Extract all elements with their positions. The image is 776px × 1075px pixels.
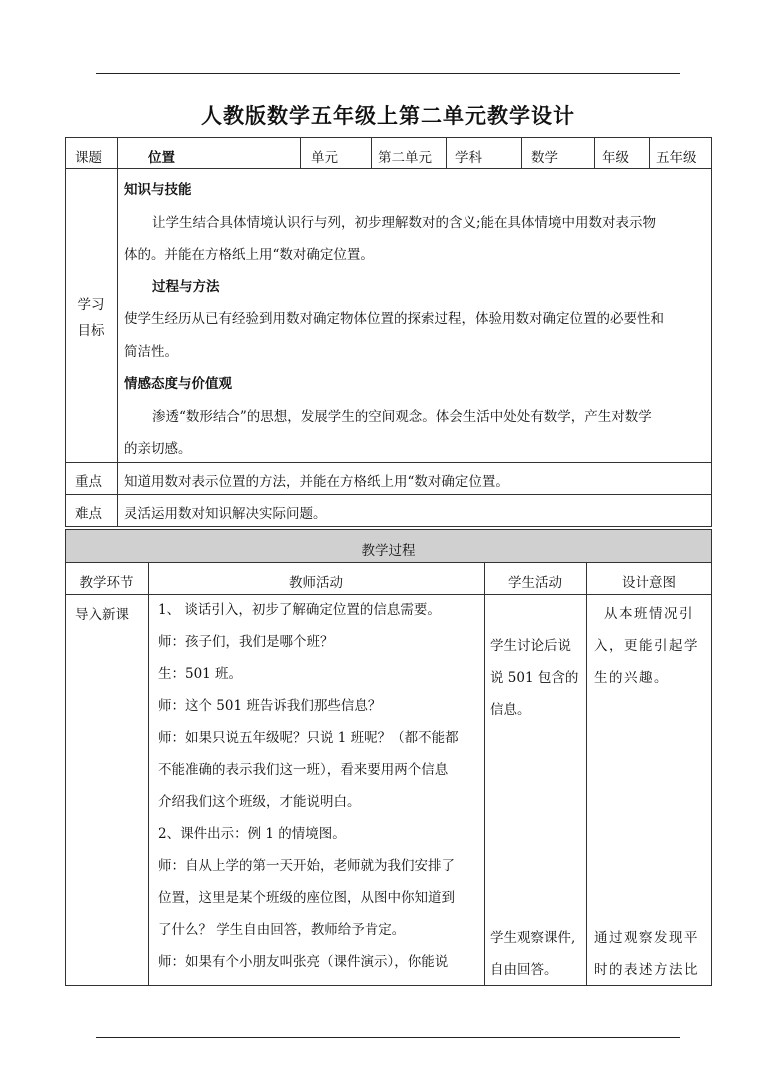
difficulty-label: 难点 xyxy=(75,506,102,522)
student-activity-a: 学生讨论后说 说 501 包含的 信息。 xyxy=(490,638,579,718)
process-heading: 过程与方法 xyxy=(152,279,220,295)
teacher-line: 位置，这里是某个班级的座位图，从图中你知道到 xyxy=(158,890,455,906)
teacher-line: 生：501 班。 xyxy=(158,666,243,682)
intent-b: 通过观察发现平 时的表述方法比 xyxy=(594,930,699,978)
teacher-line: 了什么？ 学生自由回答，教师给予肯定。 xyxy=(158,922,406,938)
teacher-line: 师：这个 501 班告诉我们那些信息？ xyxy=(158,698,382,714)
unit-value: 第二单元 xyxy=(378,150,432,166)
header-rule xyxy=(96,73,680,74)
stage-intro: 导入新课 xyxy=(75,607,129,623)
col-student-header: 学生活动 xyxy=(508,575,562,591)
process-line-1: 使学生经历从已有经验到用数对确定物体位置的探索过程，体验用数对确定位置的必要性和 xyxy=(124,311,664,327)
teacher-line: 师：自从上学的第一天开始，老师就为我们安排了 xyxy=(158,858,455,874)
teacher-line: 2、课件出示：例 1 的情境图。 xyxy=(158,826,346,842)
intent-a: 从本班情况引 入，更能引起学 生的兴趣。 xyxy=(594,606,699,686)
teacher-line: 师：孩子们，我们是哪个班？ xyxy=(158,634,334,650)
topic-value: 位置 xyxy=(148,150,175,166)
grade-value: 五年级 xyxy=(656,150,697,166)
subject-label: 学科 xyxy=(455,150,482,166)
emotion-line-2: 的亲切感。 xyxy=(124,441,192,457)
key-point-text: 知道用数对表示位置的方法，并能在方格纸上用“数对确定位置。 xyxy=(124,474,509,490)
teacher-activity xyxy=(158,594,459,978)
unit-label: 单元 xyxy=(311,150,338,166)
difficulty-text: 灵活运用数对知识解决实际问题。 xyxy=(124,506,327,522)
col-intent-header: 设计意图 xyxy=(622,575,676,591)
grade-label: 年级 xyxy=(602,150,629,166)
objectives-label: 学习 目标 xyxy=(77,297,105,339)
topic-label: 课题 xyxy=(75,150,102,166)
teacher-line: 不能准确的表示我们这一班），看来要用两个信息 xyxy=(158,762,449,778)
col-teacher-header: 教师活动 xyxy=(289,575,343,591)
teacher-line: 师：如果只说五年级呢？只说 1 班呢？（都不能都 xyxy=(158,730,459,746)
teacher-line: 师：如果有个小朋友叫张亮（课件演示），你能说 xyxy=(158,954,449,970)
emotion-line-1: 渗透“数形结合”的思想，发展学生的空间观念。体会生活中处处有数学，产生对数学 xyxy=(152,409,652,425)
footer-rule xyxy=(96,1037,680,1038)
process-header: 教学过程 xyxy=(361,543,416,559)
teacher-line: 介绍我们这个班级，才能说明白。 xyxy=(158,794,361,810)
subject-value: 数学 xyxy=(531,150,558,166)
knowledge-line-2: 体的。并能在方格纸上用“数对确定位置。 xyxy=(124,247,374,263)
col-stage-header: 教学环节 xyxy=(79,575,134,591)
process-line-2: 简洁性。 xyxy=(124,344,178,360)
knowledge-heading: 知识与技能 xyxy=(124,182,192,198)
emotion-heading: 情感态度与价值观 xyxy=(124,376,232,392)
knowledge-line-1: 让学生结合具体情境认识行与列，初步理解数对的含义;能在具体情境中用数对表示物 xyxy=(152,215,657,231)
teacher-line: 1、 谈话引入，初步了解确定位置的信息需要。 xyxy=(158,602,441,618)
document-title: 人教版数学五年级上第二单元教学设计 xyxy=(201,104,575,128)
student-activity-b: 学生观察课件, 自由回答。 xyxy=(490,930,576,978)
key-point-label: 重点 xyxy=(75,474,102,490)
